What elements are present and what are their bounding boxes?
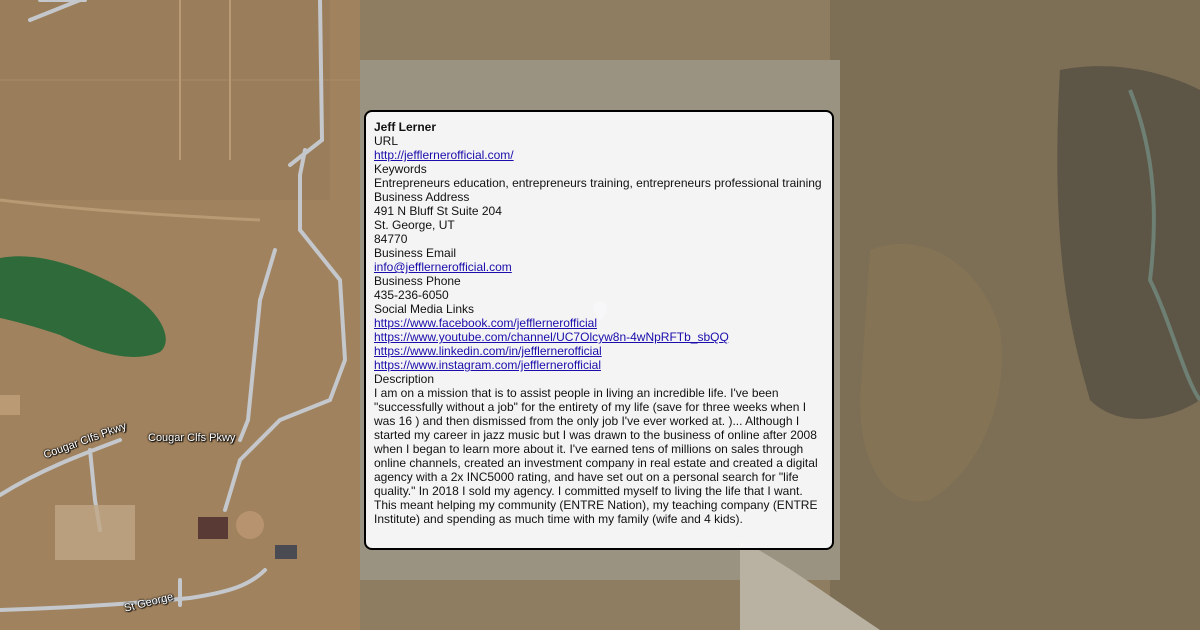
road-label-cougar-cliffs-pkwy-left: Cougar Clfs Pkwy bbox=[42, 420, 129, 462]
email-link[interactable]: info@jefflernerofficial.com bbox=[374, 260, 512, 274]
phone-number: 435-236-6050 bbox=[374, 288, 449, 302]
address-line-2: St. George, UT bbox=[374, 218, 455, 232]
address-line-1: 491 N Bluff St Suite 204 bbox=[374, 204, 502, 218]
instagram-link[interactable]: https://www.instagram.com/jefflernerofficial bbox=[374, 358, 601, 372]
keywords-text: Entrepreneurs education, entrepreneurs training, entrepreneurs professional training bbox=[374, 176, 822, 190]
linkedin-link[interactable]: https://www.linkedin.com/in/jefflernerofficial bbox=[374, 344, 602, 358]
youtube-link[interactable]: https://www.youtube.com/channel/UC7Olcyw8n-4wNpRFTb_sbQQ bbox=[374, 330, 729, 344]
website-link[interactable]: http://jefflernerofficial.com/ bbox=[374, 148, 514, 162]
road-label-cougar-cliffs-pkwy-right: Cougar Clfs Pkwy bbox=[148, 432, 236, 444]
address-label: Business Address bbox=[374, 190, 470, 204]
info-popup bbox=[364, 110, 834, 550]
description-label: Description bbox=[374, 372, 435, 386]
keywords-label: Keywords bbox=[374, 162, 427, 176]
email-label: Business Email bbox=[374, 246, 457, 260]
social-links-label: Social Media Links bbox=[374, 302, 475, 316]
road-label-st-george: St George bbox=[123, 590, 175, 615]
description-text: I am on a mission that is to assist people in living an incredible life. I've been "successfully without a job" for the entirety of my life (save for three weeks when I was 16 ) and then dismissed from the only job I've ever worked at. )... Although I started my career in jazz music but I was drawn to the business of online after 2008 when I began to learn more about it. I've earned tens of millions on sales through online channels, created an investment company in real estate and created a digital agency with a 2x INC5000 rating, and have set out on a personal search for "life quality." In 2018 I sold my agency. I committed myself to living the life that I want. This meant helping my community (ENTRE Nation), my teaching company (ENTRE Institute) and spending as much time with my family (wife and 4 kids). bbox=[374, 386, 818, 526]
phone-label: Business Phone bbox=[374, 274, 461, 288]
facebook-link[interactable]: https://www.facebook.com/jefflernerofficial bbox=[374, 316, 597, 330]
url-label: URL bbox=[374, 134, 399, 148]
address-zip: 84770 bbox=[374, 232, 408, 246]
business-name: Jeff Lerner bbox=[374, 120, 437, 134]
